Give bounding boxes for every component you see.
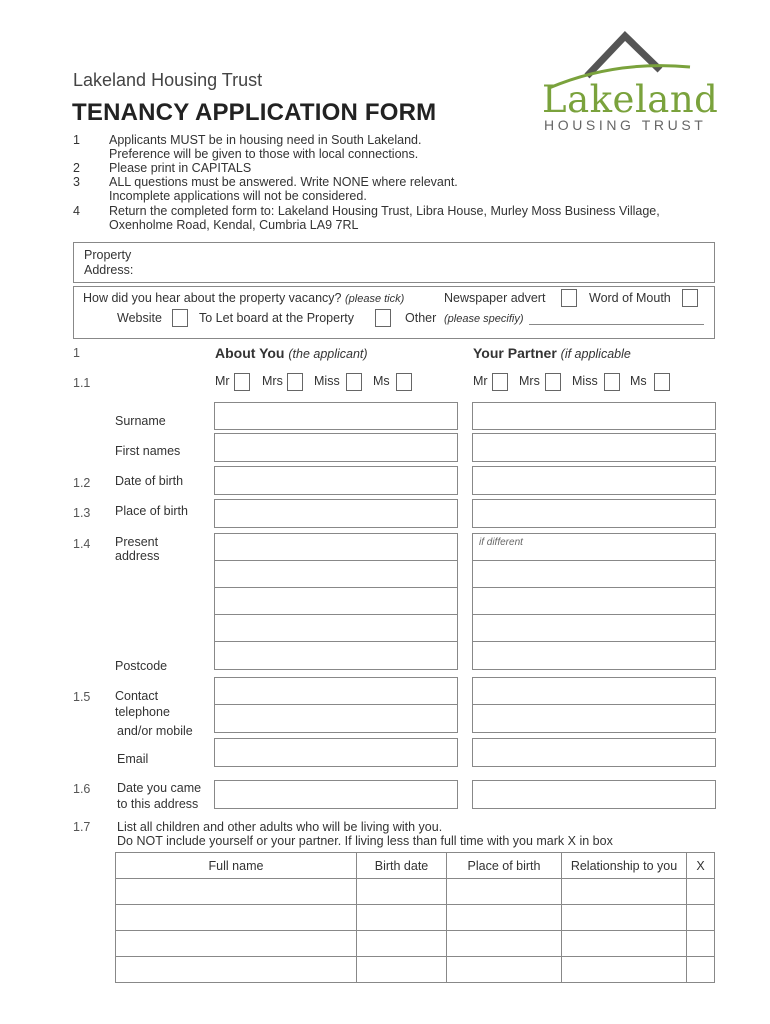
instruction-num: 3: [73, 175, 80, 189]
table-row: [116, 931, 715, 957]
present-address-label: Present: [115, 535, 159, 549]
place-of-birth-cell[interactable]: [447, 905, 562, 931]
to-let-checkbox[interactable]: [375, 309, 391, 327]
applicant-first-names-input[interactable]: [214, 433, 458, 462]
newspaper-label: Newspaper advert: [444, 291, 546, 305]
word-of-mouth-label: Word of Mouth: [589, 291, 671, 305]
pob-label: Place of birth: [115, 504, 188, 518]
partner-mrs-checkbox[interactable]: [545, 373, 561, 391]
logo-word: Lakeland: [542, 78, 719, 121]
first-names-label: First names: [115, 444, 181, 458]
applicant-address-line-3[interactable]: [214, 587, 458, 616]
date-came-label-2: to this address: [117, 797, 199, 811]
field-number: 1.1: [73, 376, 91, 390]
partner-miss-checkbox[interactable]: [604, 373, 620, 391]
title-mr-label: Mr: [215, 374, 230, 388]
property-label-address: Address:: [84, 263, 134, 277]
other-label: Other: [405, 311, 437, 325]
instruction-text: Incomplete applications will not be considered.: [109, 189, 367, 203]
applicant-mrs-checkbox[interactable]: [287, 373, 303, 391]
relationship-cell[interactable]: [562, 879, 687, 905]
instruction-text: Oxenholme Road, Kendal, Cumbria LA9 7RL: [109, 218, 359, 232]
title-miss-label: Miss: [314, 374, 340, 388]
table-header-row: [116, 853, 715, 879]
website-label: Website: [117, 311, 162, 325]
about-you-text: About You: [215, 345, 285, 361]
full-name-cell[interactable]: [116, 931, 357, 957]
form-title: TENANCY APPLICATION FORM: [72, 99, 437, 126]
applicant-dob-input[interactable]: [214, 466, 458, 495]
partner-address-line-1[interactable]: [472, 533, 716, 562]
applicant-address-line-1[interactable]: [214, 533, 458, 562]
table-row: [116, 957, 715, 983]
contact-label-3: and/or mobile: [117, 724, 193, 738]
surname-label: Surname: [115, 414, 166, 428]
instructions: [73, 133, 733, 233]
property-label: Property: [84, 248, 132, 262]
partner-email-input[interactable]: [472, 738, 716, 767]
partner-surname-input[interactable]: [472, 402, 716, 430]
column-header: Birth date: [357, 853, 447, 879]
children-instructions-2: Do NOT include yourself or your partner. If living less than full time with you mark X in box: [117, 834, 613, 848]
title-ms-label: Ms: [630, 374, 647, 388]
title-mrs-label: Mrs: [262, 374, 283, 388]
column-header: Relationship to you: [562, 853, 687, 879]
applicant-miss-checkbox[interactable]: [346, 373, 362, 391]
applicant-mobile-input[interactable]: [214, 704, 458, 733]
title-mr-label: Mr: [473, 374, 488, 388]
part-time-x-cell[interactable]: [687, 905, 715, 931]
relationship-cell[interactable]: [562, 905, 687, 931]
instruction-num: 2: [73, 161, 80, 175]
instruction-text: Applicants MUST be in housing need in South Lakeland.: [109, 133, 422, 147]
birth-date-cell[interactable]: [357, 905, 447, 931]
property-address-field[interactable]: [73, 242, 715, 283]
lakeland-logo: [535, 30, 725, 140]
applicant-postcode-input[interactable]: [214, 641, 458, 670]
applicant-address-line-2[interactable]: [214, 560, 458, 589]
applicant-email-input[interactable]: [214, 738, 458, 767]
birth-date-cell[interactable]: [357, 879, 447, 905]
column-header: Full name: [116, 853, 357, 879]
applicant-telephone-input[interactable]: [214, 677, 458, 706]
title-ms-label: Ms: [373, 374, 390, 388]
section-number: 1: [73, 346, 80, 360]
other-hint: (please specifiy): [444, 313, 524, 325]
household-members-table: [115, 852, 715, 983]
field-number: 1.3: [73, 506, 91, 520]
applicant-date-came-input[interactable]: [214, 780, 458, 809]
partner-first-names-input[interactable]: [472, 433, 716, 462]
part-time-x-cell[interactable]: [687, 931, 715, 957]
partner-dob-input[interactable]: [472, 466, 716, 495]
dob-label: Date of birth: [115, 474, 184, 488]
partner-postcode-input[interactable]: [472, 641, 716, 670]
partner-mobile-input[interactable]: [472, 704, 716, 733]
table-row: [116, 879, 715, 905]
field-number: 1.4: [73, 537, 91, 551]
other-specify-line[interactable]: [529, 324, 704, 325]
instruction-text: Please print in CAPITALS: [109, 161, 252, 175]
table-row: [116, 905, 715, 931]
birth-date-cell[interactable]: [357, 931, 447, 957]
instruction-num: 1: [73, 133, 80, 147]
org-name: Lakeland Housing Trust: [73, 70, 263, 90]
column-header: Place of birth: [447, 853, 562, 879]
title-mrs-label: Mrs: [519, 374, 540, 388]
partner-pob-input[interactable]: [472, 499, 716, 528]
website-checkbox[interactable]: [172, 309, 188, 327]
partner-telephone-input[interactable]: [472, 677, 716, 706]
vacancy-question-hint: (please tick): [344, 293, 405, 305]
partner-heading: [473, 345, 631, 361]
place-of-birth-cell[interactable]: [447, 879, 562, 905]
applicant-ms-checkbox[interactable]: [396, 373, 412, 391]
field-number: 1.5: [73, 690, 91, 704]
partner-ms-checkbox[interactable]: [654, 373, 670, 391]
contact-label-2: telephone: [115, 705, 170, 719]
birth-date-cell[interactable]: [357, 957, 447, 983]
about-you-heading: [215, 345, 368, 361]
applicant-surname-input[interactable]: [214, 402, 458, 430]
relationship-cell[interactable]: [562, 957, 687, 983]
field-number: 1.7: [73, 820, 91, 834]
partner-date-came-input[interactable]: [472, 780, 716, 809]
full-name-cell[interactable]: [116, 905, 357, 931]
partner-hint: (if applicable: [560, 347, 631, 361]
email-label: Email: [117, 752, 149, 766]
partner-address-line-3[interactable]: [472, 587, 716, 616]
partner-address-line-2[interactable]: [472, 560, 716, 589]
field-number: 1.2: [73, 476, 91, 490]
logo-subtitle: HOUSING TRUST: [544, 117, 707, 133]
contact-label: Contact: [115, 689, 159, 703]
partner-mr-checkbox[interactable]: [492, 373, 508, 391]
part-time-x-cell[interactable]: [687, 879, 715, 905]
to-let-label: To Let board at the Property: [199, 311, 354, 325]
relationship-cell[interactable]: [562, 931, 687, 957]
column-header: X: [687, 853, 715, 879]
part-time-x-cell[interactable]: [687, 957, 715, 983]
vacancy-question-text: How did you hear about the property vacancy?: [83, 291, 342, 305]
instruction-text: Preference will be given to those with local connections.: [109, 147, 419, 161]
instruction-num: 4: [73, 204, 80, 218]
full-name-cell[interactable]: [116, 957, 357, 983]
about-you-hint: (the applicant): [288, 347, 368, 361]
word-of-mouth-checkbox[interactable]: [682, 289, 698, 307]
field-number: 1.6: [73, 782, 91, 796]
children-instructions: List all children and other adults who will be living with you.: [117, 820, 443, 834]
place-of-birth-cell[interactable]: [447, 957, 562, 983]
newspaper-checkbox[interactable]: [561, 289, 577, 307]
vacancy-source-box: [73, 286, 715, 339]
if-different-hint: if different: [479, 537, 523, 548]
applicant-address-line-4[interactable]: [214, 614, 458, 643]
vacancy-question: [83, 291, 404, 305]
title-miss-label: Miss: [572, 374, 598, 388]
postcode-label: Postcode: [115, 659, 168, 673]
applicant-pob-input[interactable]: [214, 499, 458, 528]
partner-address-line-4[interactable]: [472, 614, 716, 643]
full-name-cell[interactable]: [116, 879, 357, 905]
partner-text: Your Partner: [473, 345, 557, 361]
date-came-label: Date you came: [117, 781, 202, 795]
place-of-birth-cell[interactable]: [447, 931, 562, 957]
instruction-text: Return the completed form to: Lakeland Housing Trust, Libra House, Murley Moss Business Village,: [109, 204, 660, 218]
present-address-label-2: address: [115, 549, 160, 563]
applicant-mr-checkbox[interactable]: [234, 373, 250, 391]
instruction-text: ALL questions must be answered. Write NONE where relevant.: [109, 175, 458, 189]
